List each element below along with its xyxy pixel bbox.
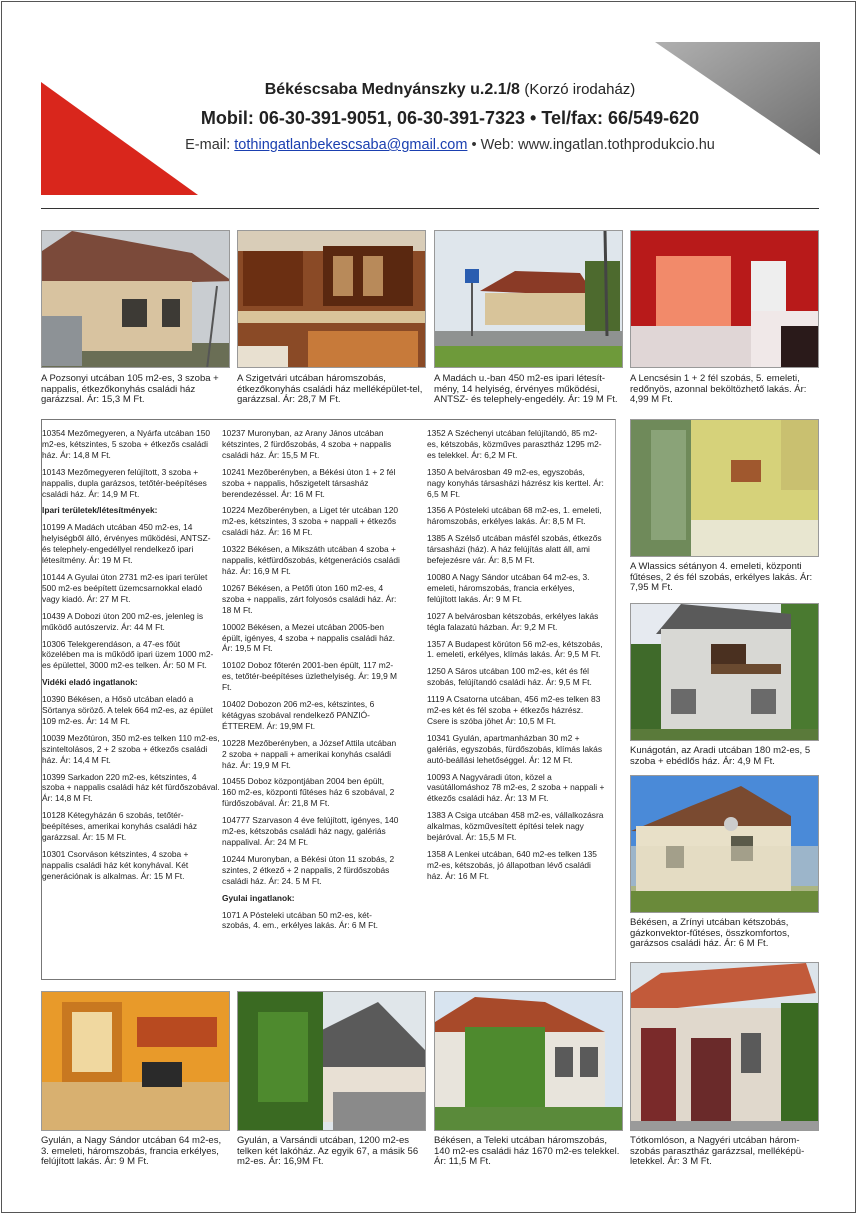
list-item: 10244 Muronyban, a Békési úton 11 szobás, 2 szintes, 2 étkező + 2 nappalis, 2 fürdőszobás családi ház. Ár: 24. 5 M Ft. <box>222 853 395 886</box>
list-item: 10439 A Dobozi úton 200 m2-es, jelenleg is működő autószerviz. Ár: 44 M Ft. <box>42 610 204 632</box>
list-item: 104777 Szarvason 4 éve felújított, igényes, 140 m2-es, kétszobás családi ház nagy, galériás nappalival. Ár: 24 M Ft. <box>222 815 399 847</box>
photo-wlassics-kitchen <box>630 419 819 557</box>
caption-side-3: Békésen, a Zrínyi utcában kétszobás, gázkonvektor-fűtéses, összkomfortos, garázsos családi ház. Ár: 6 M Ft. <box>630 917 790 949</box>
list-item: 10306 Telekgerendáson, a 47-es főút közelében ma is működő ipari üzem 1000 m2-es épülettel, 3000 m2-es telken. Ár: 50 M Ft. <box>42 638 214 671</box>
address-line <box>130 78 770 102</box>
list-item: 10093 A Nagyváradi úton, közel a vasútállomáshoz 78 m2-es, 2 szoba + nappali + étkezős családi ház. Ár: 13 M Ft. <box>427 771 605 804</box>
photo-bekes-teleki-house <box>434 991 623 1131</box>
list-item: 1250 A Sáros utcában 100 m2-es, két és fél szobás, felújítandó családi ház. Ár: 9,5 M Ft. <box>427 666 592 688</box>
caption-bottom-3: Békésen, a Teleki utcában háromszobás, 140 m2-es családi ház 1670 m2-es telekkel. Ár: 11,5 M Ft. <box>434 1135 620 1167</box>
list-item: 10144 A Gyulai úton 2731 m2-es ipari terület 500 m2-es beépített üzemcsarnokkal eladó vagy kiadó. Ár: 27 M Ft. <box>42 571 208 604</box>
list-item: 10228 Mezőberényben, a József Attila utcában 2 szoba + nappali + amerikai konyhás családi ház. Ár: 19,9 M Ft. <box>222 737 397 770</box>
photo-madach-industrial <box>434 230 623 368</box>
address-bold: Békéscsaba Mednyánszky u.2.1/8 <box>264 81 520 98</box>
list-item: 10143 Mezőmegyeren felújított, 3 szoba + nappalis, dupla garázsos, tetőtér-beépítéses családi ház. Ár: 14,9 M Ft. <box>42 466 207 499</box>
section-heading-ipari: Ipari területek/létesítmények: <box>42 505 158 516</box>
list-item: 10080 A Nagy Sándor utcában 64 m2-es, 3. emeleti, háromszobás, francia erkélyes, felújított lakás. Ár: 9 M Ft. <box>427 571 590 604</box>
list-item: 10128 Kétegyházán 6 szobás, tetőtér-beépítéses, amerikai konyhás családi ház garázzsal. Ár: 15 M Ft. <box>42 810 198 843</box>
list-item: 10267 Békésen, a Petőfi úton 160 m2-es, 4 szoba + nappalis, zárt folyosós családi ház. Ár: 18 M Ft. <box>222 582 397 615</box>
listing-column-3 <box>427 428 605 888</box>
caption-top-2: A Szigetvári utcában háromszobás, étkezőkonyhás családi ház melléképület-tel, garázzsal. Ár: 28,7 M Ft. <box>237 373 423 405</box>
list-item: 1383 A Csiga utcában 458 m2-es, vállalkozásra alkalmas, közművesített építési telek nagy bejáróval. Ár: 15,5 M Ft. <box>427 810 604 843</box>
list-item: 10237 Muronyban, az Arany János utcában kétszintes, 2 fürdőszobás, 4 szoba + nappalis családi ház. Ár: 15,5 M Ft. <box>222 428 392 460</box>
photo-gyula-nagysandor-room <box>41 991 230 1131</box>
contact-line <box>130 134 770 156</box>
email-link[interactable]: tothingatlanbekescsaba@gmail.com <box>234 137 468 153</box>
header <box>130 78 770 156</box>
list-item: 10322 Békésen, a Mikszáth utcában 4 szoba + nappalis, kétfürdőszobás, kétgenerációs családi ház. Ár: 16,9 M Ft. <box>222 544 400 576</box>
list-item: 10241 Mezőberényben, a Békési úton 1 + 2 fél szoba + nappalis, hőszigetelt társasház berendezéssel. Ár: 16 M Ft. <box>222 466 396 499</box>
photo-pozsonyi-house <box>41 230 230 368</box>
caption-top-4: A Lencsésin 1 + 2 fél szobás, 5. emeleti, redőnyös, azonnal beköltözhető lakás. Ár: 4,99 M Ft. <box>630 373 807 405</box>
photo-kunagota-house <box>630 603 819 741</box>
photo-gyula-varsandi-house <box>237 991 426 1131</box>
list-item: 1352 A Széchenyi utcában felújítandó, 85 m2-es, kétszobás, közműves parasztház 1295 m2-es telekkel. Ár: 6,2 M Ft. <box>427 428 602 460</box>
section-heading-gyulai: Gyulai ingatlanok: <box>222 892 295 903</box>
list-item: 1350 A belvárosban 49 m2-es, egyszobás, nagy konyhás társasházi házrész kis kerttel. Ár: 6,5 M Ft. <box>427 466 604 499</box>
email-label: E-mail: <box>185 137 231 153</box>
photo-szigetvari-kitchen <box>237 230 426 368</box>
list-item: 10301 Csorváson kétszintes, 4 szoba + nappalis családi ház két konyhával. Két generációnak is alkalmas. Ár: 15 M Ft. <box>42 849 189 881</box>
photo-lencsesi-room <box>630 230 819 368</box>
section-heading-videki: Vidéki eladó ingatlanok: <box>42 677 138 688</box>
caption-top-1: A Pozsonyi utcában 105 m2-es, 3 szoba + nappalis, étkezőkonyhás családi ház garázzsal. Ár: 15,3 M Ft. <box>41 373 219 405</box>
list-item: 10354 Mezőmegyeren, a Nyárfa utcában 150 m2-es, kétszintes, 5 szoba + étkezős családi ház. Ár: 14,8 M Ft. <box>42 428 211 460</box>
list-item: 10039 Mezőtúron, 350 m2-es telken 110 m2-es, szinteltolásos, 2 + 2 szoba + étkezős családi ház. Ár: 14,4 M Ft. <box>42 732 220 765</box>
list-item: 10341 Gyulán, apartmanházban 30 m2 + galériás, egyszobás, fürdőszobás, klímás lakás autó-beállási lehetőséggel. Ár: 12 M Ft. <box>427 732 603 765</box>
caption-bottom-2: Gyulán, a Varsándi utcában, 1200 m2-es telken két lakóház. Az egyik 67, a másik 56 m2-es. Ár: 16,9M Ft. <box>237 1135 419 1167</box>
list-item: 10199 A Madách utcában 450 m2-es, 14 helyiségből álló, érvényes működési, ANTSZ- és telephely-engedéllyel rendelkező ipari létesítmény. Ár: 19 M Ft. <box>42 522 211 566</box>
listing-column-1 <box>42 428 220 888</box>
photo-bekes-zrinyi-house <box>630 775 819 913</box>
list-item: 1357 A Budapest körúton 56 m2-es, kétszobás, 1. emeleti, erkélyes, klímás lakás. Ár: 9,5 M Ft. <box>427 638 603 660</box>
web-text: • Web: www.ingatlan.tothprodukcio.hu <box>471 137 715 153</box>
list-item: 1119 A Csatorna utcában, 456 m2-es telken 83 m2-es két és fél szoba + étkezős házrész. Csere is szóba jöhet Ár: 10,5 M Ft. <box>427 694 601 726</box>
list-item: 10002 Békésen, a Mezei utcában 2005-ben épült, igényes, 4 szoba + nappalis családi ház. Ár: 19,5 M Ft. <box>222 621 395 654</box>
list-item: 10402 Dobozon 206 m2-es, kétszintes, 6 kétágyas szobával rendelkező PANZIÓ-ÉTTEREM. Ár: 19,9M Ft. <box>222 699 375 731</box>
caption-top-3: A Madách u.-ban 450 m2-es ipari létesít-mény, 14 helyiség, érvényes működési, ANTSZ- és telephely-engedély. Ár: 19 M Ft. <box>434 373 618 405</box>
list-item: 1071 A Pósteleki utcában 50 m2-es, két-szobás, 4. em., erkélyes lakás. Ár: 6 M Ft. <box>222 909 378 931</box>
caption-bottom-4: Tótkomlóson, a Nagyéri utcában három-szobás parasztház garázzsal, melléképü-letekkel. Ár: 3 M Ft. <box>630 1135 805 1167</box>
list-item: 10102 Doboz főterén 2001-ben épült, 117 m2-es, tetőtér-beépítéses üzlethelyiség. Ár: 19,9 M Ft. <box>222 660 398 693</box>
caption-side-2: Kunágotán, az Aradi utcában 180 m2-es, 5 szoba + ebédlős ház. Ár: 4,9 M Ft. <box>630 745 811 767</box>
photo-totkomlos-house <box>630 962 819 1131</box>
address-light: (Korzó irodaház) <box>524 81 636 98</box>
caption-side-1: A Wlassics sétányon 4. emeleti, központi fűtéses, 2 és fél szobás, erkélyes lakás. Ár: 7,95 M Ft. <box>630 561 813 593</box>
list-item: 1027 A belvárosban kétszobás, erkélyes lakás tégla falazatú házban. Ár: 9,2 M Ft. <box>427 610 599 632</box>
list-item: 10390 Békésen, a Hősö utcában eladó a Sörtanya söröző. A telek 664 m2-es, az épület 109 m2-es. Ár: 14 M Ft. <box>42 694 213 726</box>
caption-bottom-1: Gyulán, a Nagy Sándor utcában 64 m2-es, 3. emeleti, háromszobás, francia erkélyes, felújított lakás. Ár: 9 M Ft. <box>41 1135 222 1167</box>
listing-column-2 <box>222 428 400 937</box>
list-item: 1385 A Szélső utcában másfél szobás, étkezős társasházi (ház). A ház felújítás alatt áll, ami befejezésre vár. Ár: 8,5 M Ft. <box>427 533 602 566</box>
list-item: 10455 Doboz központjában 2004 ben épült, 160 m2-es, központi fűtéses ház 6 szobával, 2 fürdőszobával. Ár: 21,8 M Ft. <box>222 776 395 809</box>
list-item: 1356 A Pósteleki utcában 68 m2-es, 1. emeleti, háromszobás, erkélyes lakás. Ár: 8,5 M Ft. <box>427 505 602 527</box>
list-item: 10224 Mezőberényben, a Liget tér utcában 120 m2-es, kétszintes, 3 szoba + nappali + étkezős családi ház. Ár: 16 M Ft. <box>222 505 399 538</box>
list-item: 10399 Sarkadon 220 m2-es, kétszintes, 4 szoba + nappalis családi ház két fürdőszobával. Ár: 14,8 M Ft. <box>42 771 220 804</box>
list-item: 1358 A Lenkei utcában, 640 m2-es telken 135 m2-es, kétszobás, jó állapotban lévő családi ház. Ár: 16 M Ft. <box>427 849 597 881</box>
phone-line: Mobil: 06-30-391-9051, 06-30-391-7323 • Tel/fax: 66/549-620 <box>200 108 700 128</box>
header-divider <box>41 208 819 209</box>
